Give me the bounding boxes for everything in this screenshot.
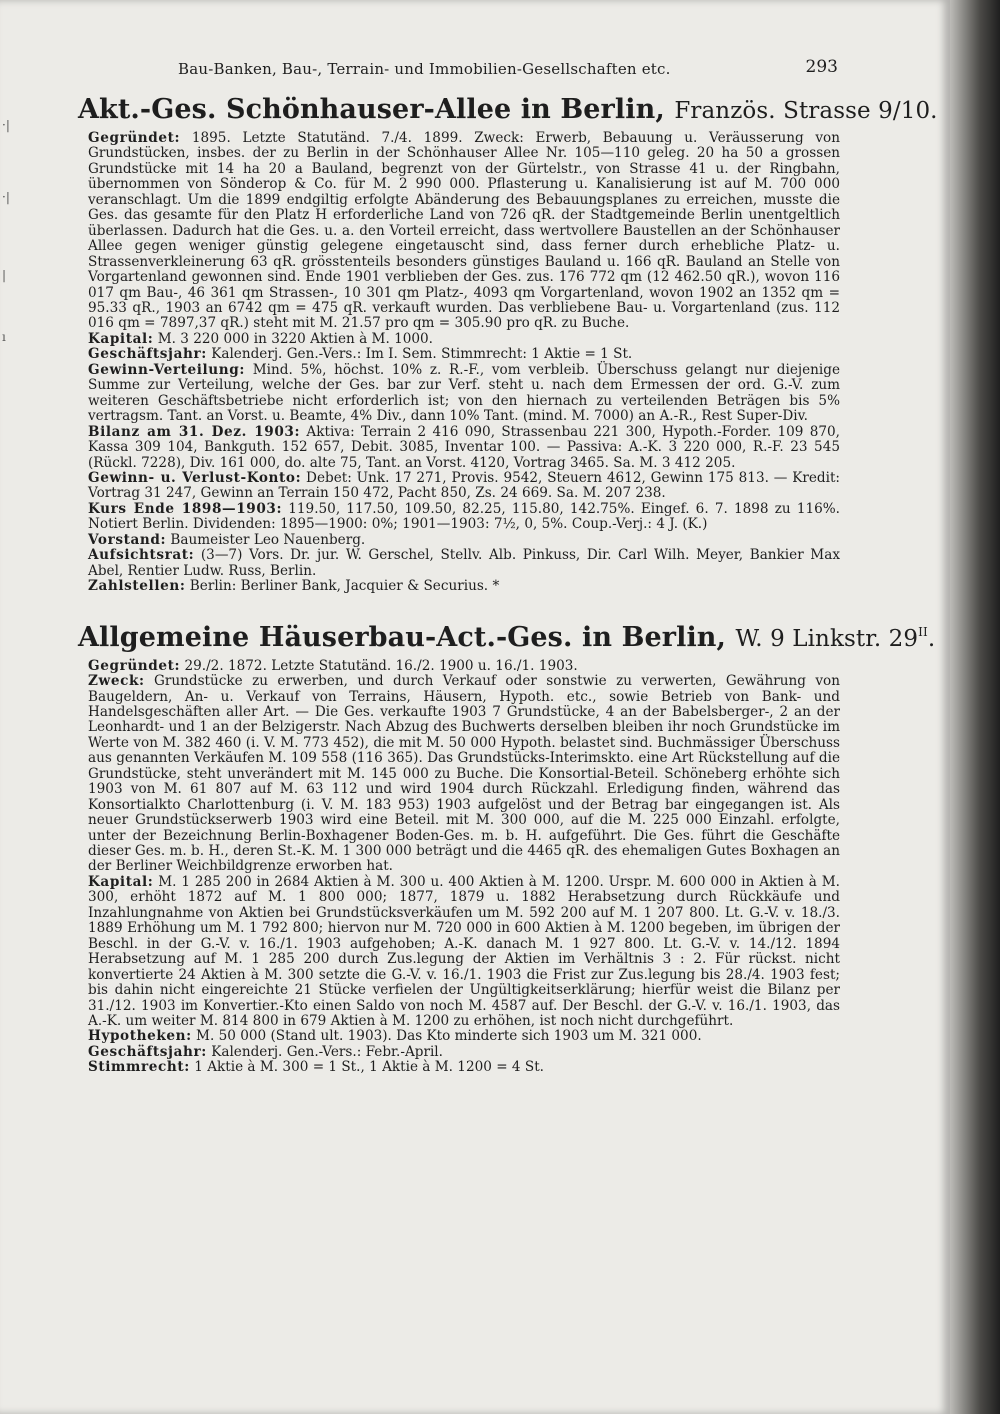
entry-text: Baumeister Leo Nauenberg.	[170, 531, 366, 548]
entry-label: Vorstand:	[88, 531, 167, 548]
company-name: Allgemeine Häuserbau-Act.-Ges. in Berlin,	[78, 621, 727, 653]
entry-text: 1895. Letzte Statutänd. 7./4. 1899. Zweck: Erwerb, Bebauung u. Veräusserung von Grundstücken, insbes. der zu Berlin in der Schönhauser Allee Nr. 105—110 geleg. 20 ha 50 a grossen Grundstücke mit 14 ha 20 a Bauland, begrenzt von der Gürtelstr., von Strasse 41 u. der Ringbahn, übernommen von Sönderop & Co. für M. 2 990 000. Pflasterung u. Kanalisierung ist auf M. 700 000 veranschlagt. Um die 1899 endgiltig erfolgte Abänderung des Bebauungsplanes zu erreichen, musste die Ges. das gesamte für den Platz H erforderliche Land von 726 qR. der Stadtgemeinde Berlin unentgeltlich überlassen. Dadurch hat die Ges. u. a. den Vorteil erreicht, dass wertvollere Baustellen an der Schönhauser Allee gegen weniger günstig gelegene eingetauscht sind, dass ferner durch erhebliche Platz- u. Strassenverkleinerung 63 qR. grösstenteils besonders günstiges Bauland u. 166 qR. Bauland an Stelle von Vorgartenland gewonnen sind. Ende 1901 verblieben der Ges. zus. 176 772 qm (12 462.50 qR.), wovon 116 017 qm Bau-, 46 361 qm Strassen-, 10 301 qm Platz-, 4093 qm Vorgartenland, wovon 1902 an 1352 qm = 95.33 qR., 1903 an 6742 qm = 475 qR. verkauft wurden. Das verbliebene Bau- u. Vorgartenland (zus. 112 016 qm = 7897,37 qR.) steht mit M. 21.57 pro qm = 305.90 pro qR. zu Buche.	[88, 130, 840, 332]
entry-label: Bilanz am 31. Dez. 1903:	[88, 423, 301, 440]
company-title	[78, 94, 938, 127]
entry-text: Aktiva: Terrain 2 416 090, Strassenbau 221 300, Hypoth.-Forder. 109 870, Kassa 309 104, Bankguth. 152 657, Debit. 3085, Inventar 100. — Passiva: A.-K. 3 220 000, R.-F. 23 545 (Rückl. 7228), Div. 161 000, do. alte 75, Tant. an Vorst. 4120, Vortrag 3465. Sa. M. 3 412 205.	[88, 423, 840, 471]
entry-label: Geschäftsjahr:	[88, 1043, 207, 1060]
company-title	[78, 617, 936, 655]
entry-label: Aufsichtsrat:	[88, 547, 195, 564]
address-floor: II	[918, 624, 928, 639]
entry-label: Stimmrecht:	[88, 1059, 190, 1076]
entry-text: M. 1 285 200 in 2684 Aktien à M. 300 u. 400 Aktien à M. 1200. Urspr. M. 600 000 in Aktien à M. 300, erhöht 1872 auf M. 1 800 000; 1877, 1879 u. 1882 Herabsetzung durch Rückkäufe und Inzahlungnahme von Aktien bei Grundstücksverkäufen um M. 592 200 auf M. 1 207 800. Lt. G.-V. v. 18./3. 1889 Erhöhung um M. 1 792 800; hiervon nur M. 720 000 in 600 Aktien à M. 1200 begeben, im übrigen der Beschl. in der G.-V. v. 16./1. 1903 aufgehoben; A.-K. danach M. 1 927 800. Lt. G.-V. v. 14./12. 1894 Herabsetzung auf M. 1 285 200 durch Zus.legung der Aktien im Verhältnis 3 : 2. Für rückst. nicht konvertierte 24 Aktien à M. 300 setzte die G.-V. v. 16./1. 1903 die Frist zur Zus.legung bis 28./4. 1903 fest; bis dahin nicht eingereichte 21 Stücke verfielen der Ungültigkeitserklärung; hierfür weist die Bilanz per 31./12. 1903 im Konvertier.-Kto einen Saldo von noch M. 4587 auf. Der Beschl. der G.-V. v. 16./1. 1903, das A.-K. um weiter M. 814 800 in 679 Aktien à M. 1200 zu erhöhen, ist noch nicht durchgeführt.	[88, 873, 841, 1030]
entry-label: Gegründet:	[88, 130, 181, 146]
entry-geschaeftsjahr	[88, 1045, 840, 1060]
entry-text: 1 Aktie à M. 300 = 1 St., 1 Aktie à M. 1200 = 4 St.	[194, 1059, 544, 1076]
entry-hypotheken	[88, 1029, 840, 1044]
company-entry	[78, 94, 938, 595]
entry-label: Kapital:	[88, 330, 154, 347]
entry-label: Zahlstellen:	[88, 578, 186, 595]
entry-label: Kurs Ende 1898—1903:	[88, 500, 283, 517]
entry-label: Gegründet:	[88, 657, 181, 674]
entry-text: Berlin: Berliner Bank, Jacquier & Securius. *	[189, 578, 500, 595]
running-head	[88, 57, 840, 88]
running-head-title: Bau-Banken, Bau-, Terrain- und Immobilien-Gesellschaften etc.	[178, 60, 671, 78]
company-entry	[78, 617, 936, 1076]
page-content	[78, 57, 938, 1076]
entry-kapital	[88, 332, 840, 347]
entry-text: Grundstücke zu erwerben, und durch Verkauf oder sonstwie zu verwerten, Gewährung von Baugeldern, An- u. Verkauf von Terrains, Häusern, Hypoth. etc., sowie Betrieb von Bank- und Handelsgeschäften aller Art. — Die Ges. verkaufte 1903 7 Grundstücke, 4 an der Babelsberger-, 2 an der Leonhardt- und 1 an der Belzigerstr. Nach Abzug des Buchwerts derselben bleiben ihr noch Grundstücke im Werte von M. 382 460 (i. V. M. 773 452), die mit M. 50 000 Hypoth. belastet sind. Buchmässiger Überschuss aus genannten Verkäufen M. 109 558 (116 365). Das Grundstücks-Interimskto. eine Art Rückstellung auf die Grundstücke, steht unverändert mit M. 145 000 zu Buche. Die Konsortial-Beteil. Schöneberg erhöhte sich 1903 von M. 61 807 auf M. 63 112 und wird 1904 durch Rückzahl. Erledigung finden, während das Konsortialkto Charlottenburg (i. V. M. 183 953) 1903 aufgelöst und der Betrag bar eingegangen ist. Als neuer Grundstückserwerb 1903 wird eine Beteil. mit M. 300 000, auf die M. 225 000 Einzahl. erfolgte, unter der Bezeichnung Berlin-Boxhagener Boden-Ges. m. b. H. aufgeführt. Die Ges. führt die Geschäfte dieser Ges. m. b. H., deren St.-K. M. 1 300 000 beträgt und die 4465 qR. des ehemaligen Gutes Boxhagen an der Berliner Weichbildgrenze erworben hat.	[88, 673, 841, 875]
entry-text: Kalenderj. Gen.-Vers.: Febr.-April.	[211, 1043, 443, 1060]
entry-gewinn-verlust-konto	[88, 471, 840, 502]
entry-stimmrecht	[88, 1060, 840, 1075]
entry-label: Zweck:	[88, 673, 145, 690]
entry-gegruendet	[88, 131, 840, 332]
entry-text: Mind. 5%, höchst. 10% z. R.-F., vom verbleib. Überschuss gelangt nur diejenige Summe zur Verteilung, welche der Ges. bar zur Verf. steht u. nach dem Ermessen der ord. G.-V. zum weiteren Geschäftsbetriebe nicht erforderlich ist; von den hiernach zu verteilenden Beträgen bis 5% vertragsm. Tant. an Vorst. u. Beamte, 4% Div., dann 10% Tant. (mind. M. 7000) an A.-R., Rest Super-Div.	[88, 361, 841, 425]
entry-label: Kapital:	[88, 873, 154, 890]
book-page-edge	[950, 0, 1000, 1414]
entry-geschaeftsjahr	[88, 347, 840, 362]
entry-aufsichtsrat	[88, 548, 840, 579]
page-number: 293	[805, 57, 838, 77]
address-period: .	[927, 625, 936, 652]
entry-label: Gewinn- u. Verlust-Konto:	[88, 469, 302, 486]
entry-zweck	[88, 674, 840, 875]
entry-vorstand	[88, 533, 840, 548]
company-address: W. 9 Linkstr. 29	[735, 625, 919, 652]
entry-zahlstellen	[88, 579, 840, 594]
entry-text: M. 3 220 000 in 3220 Aktien à M. 1000.	[157, 330, 433, 347]
entry-label: Geschäftsjahr:	[88, 346, 207, 363]
entry-text: 29./2. 1872. Letzte Statutänd. 16./2. 1900 u. 16./1. 1903.	[184, 657, 578, 674]
entry-text: 119.50, 117.50, 109.50, 82.25, 115.80, 142.75%. Eingef. 6. 7. 1898 zu 116%. Notiert Berlin. Dividenden: 1895—1900: 0%; 1901—1903: 7½, 0, 5%. Coup.-Verj.: 4 J. (K.)	[88, 500, 841, 533]
entry-label: Gewinn-Verteilung:	[88, 361, 245, 378]
entry-text: M. 50 000 (Stand ult. 1903). Das Kto minderte sich 1903 um M. 321 000.	[196, 1028, 702, 1045]
margin-marks: ·| ·| | ı	[2, 118, 10, 344]
company-address: Französ. Strasse 9/10.	[674, 98, 938, 124]
entry-text: Debet: Unk. 17 271, Provis. 9542, Steuern 4612, Gewinn 175 813. — Kredit: Vortrag 31 247, Gewinn an Terrain 150 472, Pacht 850, Zs. 24 669. Sa. M. 207 238.	[88, 469, 840, 502]
entry-text: Kalenderj. Gen.-Vers.: Im I. Sem. Stimmrecht: 1 Aktie = 1 St.	[211, 346, 633, 363]
entry-label: Hypotheken:	[88, 1028, 192, 1045]
entry-gewinn-verteilung	[88, 363, 840, 425]
entry-text: (3—7) Vors. Dr. jur. W. Gerschel, Stellv. Alb. Pinkuss, Dir. Carl Wilh. Meyer, Bankier Max Abel, Rentier Ludw. Russ, Berlin.	[88, 547, 840, 579]
entry-kapital	[88, 875, 840, 1030]
company-name: Akt.-Ges. Schönhauser-Allee in Berlin,	[78, 94, 665, 125]
entry-kurs	[88, 502, 840, 533]
entry-gegruendet	[88, 659, 840, 674]
entry-bilanz	[88, 425, 840, 471]
